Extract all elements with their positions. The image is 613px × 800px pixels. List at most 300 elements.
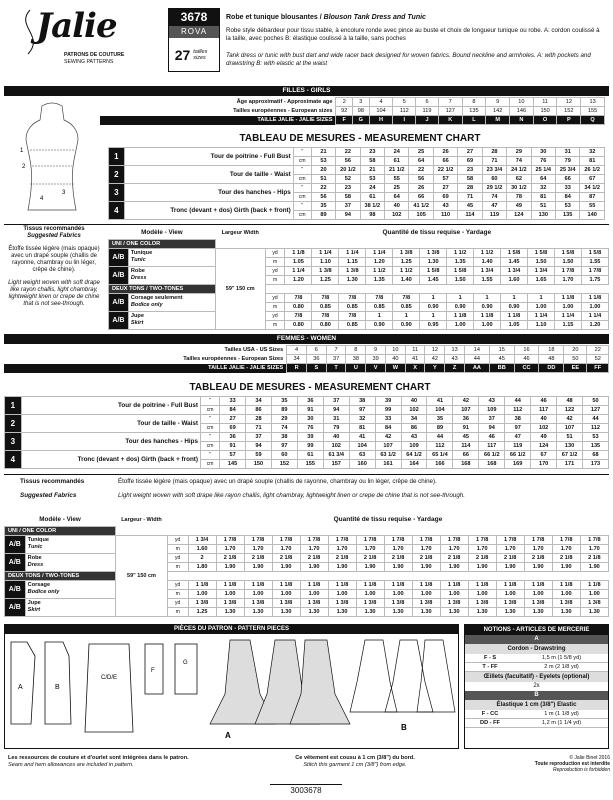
measurement-value: 56 (311, 193, 335, 202)
yardage-value: 1 3/8 (552, 598, 580, 607)
measurement-value: 67 (531, 451, 557, 460)
notion-size: F - S (483, 655, 497, 661)
measurement-value: 104 (427, 406, 453, 415)
yardage-value: 1.00 (188, 589, 216, 598)
women-fabric-desc-fr: Étoffe tissée légère (mais opaque) avec un drapé souple (challis de rayonne, chambray ou lin léger, crêpe de chine). (118, 478, 437, 485)
measurement-value: 44 (505, 397, 531, 406)
yardage-value: 1.70 (272, 544, 300, 553)
measurement-value: 150 (246, 460, 272, 469)
yardage-value: 1.70 (580, 544, 608, 553)
garment-label (25, 535, 115, 553)
measurement-value: 94 (336, 211, 360, 220)
measurement-number: 4 (109, 202, 125, 220)
measurement-value: 20 (311, 166, 335, 175)
size-cell: 6 (416, 98, 439, 107)
yardage-unit: yd (265, 311, 285, 320)
notion-value: 2 m (2 1/8 yd) (544, 664, 579, 670)
yardage-value: 1 7/8 (216, 535, 244, 544)
size-cell: P (557, 116, 581, 125)
measurement-value: 40 (385, 202, 409, 211)
measurement-value: 74 (507, 157, 531, 166)
yardage-value: 1.70 (412, 544, 440, 553)
size-cell: 3 (353, 98, 370, 107)
measurement-unit: " (201, 451, 220, 460)
size-cell: 52 (587, 355, 609, 364)
measurement-value: 66 1/2 (505, 451, 531, 460)
size-cell: I (393, 116, 416, 125)
measurement-value: 64 1/2 (401, 451, 427, 460)
girls-measurement-table (108, 147, 605, 220)
size-cell: CC (514, 364, 539, 373)
footer-left-en: Seam and hem allowances are included in pattern. (8, 762, 134, 768)
measurement-value: 173 (583, 460, 609, 469)
garment-en: Dress (130, 275, 147, 281)
yardage-value: 1 3/8 (328, 598, 356, 607)
yardage-value: 1 3/8 (272, 598, 300, 607)
garment-en: Bodice only (27, 589, 60, 595)
yardage-value: 1 1/8 (188, 580, 216, 589)
measurement-value: 69 (220, 424, 246, 433)
yardage-value: 2 (188, 553, 216, 562)
size-cell: 2 (336, 98, 353, 107)
notions-title: NOTIONS - ARTICLES DE MERCERIE (465, 625, 608, 635)
size-cell: 135 (462, 107, 486, 116)
measurement-unit: " (293, 148, 311, 157)
yardage-value: 7/8 (339, 311, 366, 320)
measurement-value: 107 (375, 442, 401, 451)
size-cell: 10 (385, 346, 405, 355)
size-cell: AA (464, 364, 489, 373)
measurement-value: 157 (323, 460, 349, 469)
yardage-value: 1.90 (412, 562, 440, 571)
yardage-value: 1.70 (440, 544, 468, 553)
measurement-value: 41 (349, 433, 375, 442)
yardage-value: 1.40 (393, 275, 420, 284)
measurement-value: 169 (505, 460, 531, 469)
measurement-value: 94 (479, 424, 505, 433)
size-cell: 119 (416, 107, 439, 116)
measurement-value: 67 1/2 (557, 451, 583, 460)
measurement-value: 124 (531, 442, 557, 451)
measurement-unit: cm (293, 157, 311, 166)
footer-left-fr: Les ressources de couture et d'ourlet sont intégrées dans le patron. (8, 755, 189, 761)
measurement-value: 71 (246, 424, 272, 433)
size-cell: 8 (346, 346, 366, 355)
measurement-value: 42 (453, 397, 479, 406)
measurement-value: 27 (220, 415, 246, 424)
yardage-value: 1 3/8 (580, 598, 608, 607)
pattern-pieces-panel (4, 624, 459, 749)
measurement-value: 43 (401, 433, 427, 442)
spacer (265, 284, 608, 293)
measurement-value: 166 (427, 460, 453, 469)
notion-size: T - FF (482, 664, 498, 670)
measurement-value: 55 (385, 175, 409, 184)
jalie-logo (6, 4, 166, 76)
footer-left (8, 755, 198, 769)
measurement-value: 69 (458, 157, 482, 166)
measurement-value: 49 (531, 433, 557, 442)
measurement-value: 122 (557, 406, 583, 415)
measurement-value: 102 (401, 406, 427, 415)
measurement-value: 22 1/2 (433, 166, 457, 175)
yardage-value: 1.00 (552, 589, 580, 598)
measurement-unit: " (201, 415, 220, 424)
measurement-value: 42 (557, 415, 583, 424)
yardage-value: 1 1/8 (555, 293, 582, 302)
size-cell: DD (539, 364, 564, 373)
yardage-value: 1.70 (524, 544, 552, 553)
measurement-value: 63 1/2 (375, 451, 401, 460)
yardage-value: 1.90 (440, 562, 468, 571)
yardage-value: 1 3/8 (524, 598, 552, 607)
measurement-row (109, 148, 605, 157)
measurement-label: Tour de taille - Waist (124, 166, 293, 184)
girls-chart-title: TABLEAU DE MESURES - MEASUREMENT CHART (239, 133, 481, 144)
measurement-label: Tour des hanches - Hips (21, 433, 200, 451)
measurement-value: 32 (531, 184, 555, 193)
size-cell: 20 (564, 346, 587, 355)
measurement-value: 89 (427, 424, 453, 433)
measurement-unit: cm (293, 193, 311, 202)
yardage-value: 1.90 (216, 562, 244, 571)
footer-mid-fr: Ce vêtement est cousu à 1 cm (3/8") du bord. (295, 755, 415, 761)
yardage-value: 7/8 (285, 293, 312, 302)
measurement-value: 76 (531, 157, 555, 166)
measurement-number: 2 (5, 415, 22, 433)
yardage-unit: yd (265, 248, 285, 257)
yardage-value: 0.90 (474, 302, 501, 311)
measurement-unit: " (201, 397, 220, 406)
measurement-value: 84 (220, 406, 246, 415)
size-cell: 41 (405, 355, 425, 364)
measurement-value: 47 (505, 433, 531, 442)
yardage-value: 1 3/4 (528, 266, 555, 275)
measurement-value: 27 (458, 148, 482, 157)
yardage-value: 2 1/8 (412, 553, 440, 562)
size-row-label: Tailles européennes - European Sizes (183, 356, 284, 362)
measurement-value: 102 (323, 442, 349, 451)
yardage-unit: yd (167, 598, 188, 607)
measurement-value: 35 (271, 397, 297, 406)
measurement-value: 135 (583, 442, 609, 451)
yardage-value: 1.40 (474, 257, 501, 266)
yardage-value: 1.00 (300, 589, 328, 598)
yardage-value: 1.30 (216, 607, 244, 616)
size-row (100, 107, 605, 116)
notions-eyelets-qty: 2x (533, 683, 540, 689)
measurement-value: 58 (336, 193, 360, 202)
yardage-value: 1 1/4 (312, 248, 339, 257)
size-row-label: TAILLE JALIE - JALIE SIZES (4, 364, 287, 373)
measurement-value: 21 (360, 166, 384, 175)
yardage-value: 1 5/8 (420, 266, 447, 275)
women-fabric-fr: Tissus recommandés (20, 478, 85, 485)
measurement-value: 39 (297, 433, 323, 442)
measurement-value: 45 (453, 433, 479, 442)
measurement-value: 130 (557, 442, 583, 451)
yardage-unit: m (167, 607, 188, 616)
yardage-value: 1.90 (272, 562, 300, 571)
size-cell: 5 (393, 98, 416, 107)
measurement-value: 86 (401, 424, 427, 433)
measurement-value: 145 (220, 460, 246, 469)
yardage-row (5, 553, 609, 562)
measurement-value: 25 1/4 (531, 166, 555, 175)
yardage-value: 1.00 (474, 320, 501, 329)
size-cell: 13 (445, 346, 465, 355)
footer-repro-en: Reproduction is forbidden (553, 767, 610, 773)
yardage-value: 1 3/8 (339, 266, 366, 275)
yardage-value: 1.00 (272, 589, 300, 598)
measurement-value: 40 (531, 415, 557, 424)
yardage-value: 1 1/2 (393, 266, 420, 275)
yardage-header: Quantité de tissu requise - Yardage (382, 229, 492, 236)
measurement-number: 1 (109, 148, 125, 166)
measurement-value: 79 (323, 424, 349, 433)
measurement-value: 66 (555, 175, 579, 184)
yardage-value: 1.70 (300, 544, 328, 553)
yardage-value: 7/8 (312, 293, 339, 302)
measurement-value: 114 (458, 211, 482, 220)
yardage-value: 1.00 (524, 589, 552, 598)
size-cell: T (326, 364, 346, 373)
measurement-value: 94 (323, 406, 349, 415)
yardage-value: 1.90 (300, 562, 328, 571)
size-row-label: Âge approximatif - Approximate age (236, 99, 333, 105)
size-row (4, 355, 609, 364)
yardage-value: 1 7/8 (552, 535, 580, 544)
yardage-value: 1.70 (216, 544, 244, 553)
measurement-value: 74 (271, 424, 297, 433)
notions-eyelets: Œillets (facultatif) - Eyelets (optional) (465, 672, 608, 682)
yardage-value: 1 3/8 (384, 598, 412, 607)
yardage-value: 1 1/8 (474, 311, 501, 320)
yardage-value: 1 3/4 (501, 266, 528, 275)
yardage-value: 1.35 (366, 275, 393, 284)
measurement-value: 61 3/4 (323, 451, 349, 460)
footer-repro-fr: Toute reproduction est interdite (534, 761, 610, 767)
yardage-value: 2 1/8 (552, 553, 580, 562)
women-fabric-labels (20, 478, 84, 500)
measurement-value: 49 (507, 202, 531, 211)
notions-panel (464, 624, 609, 749)
measurement-unit: cm (201, 442, 220, 451)
view-b-label: B (401, 723, 407, 732)
garment-fr: Tunique (130, 250, 153, 256)
yardage-value: 1 (501, 293, 528, 302)
size-cell: 44 (464, 355, 489, 364)
measurement-value: 22 (409, 166, 433, 175)
yardage-value: 1 1/8 (244, 580, 272, 589)
yardage-value: 0.85 (366, 302, 393, 311)
yardage-value: 1.45 (420, 275, 447, 284)
yardage-value: 1.80 (188, 562, 216, 571)
notion-row (465, 654, 608, 663)
yardage-value: 1.00 (496, 589, 524, 598)
measurement-value: 55 (580, 202, 605, 211)
size-cell: 6 (306, 346, 326, 355)
yardage-value: 1.90 (580, 562, 608, 571)
size-cell: 127 (438, 107, 462, 116)
yardage-value: 0.85 (339, 302, 366, 311)
measurement-value: 33 (220, 397, 246, 406)
yardage-value: 1.30 (524, 607, 552, 616)
measurement-value: 119 (482, 211, 506, 220)
measurement-value: 37 (246, 433, 272, 442)
yardage-value: 0.90 (501, 302, 528, 311)
measurement-value: 53 (583, 433, 609, 442)
size-cell: O (533, 116, 557, 125)
garment-en: Dress (27, 562, 44, 568)
yardage-value: 1.30 (496, 607, 524, 616)
yardage-value: 2 1/8 (216, 553, 244, 562)
measurement-label: Tronc (devant + dos) Girth (back + front) (124, 202, 293, 220)
size-cell: 9 (486, 98, 510, 107)
measurement-value: 168 (453, 460, 479, 469)
size-cell: 10 (510, 98, 534, 107)
measurement-value: 38 (271, 433, 297, 442)
measurement-row (5, 397, 609, 406)
size-cell: H (369, 116, 393, 125)
measurement-value: 124 (507, 211, 531, 220)
measurement-value: 97 (505, 424, 531, 433)
yardage-value: 1.15 (555, 320, 582, 329)
size-cell: 12 (557, 98, 581, 107)
yardage-value: 1 3/8 (468, 598, 496, 607)
measurement-row (5, 415, 609, 424)
notion-size: F - CC (481, 711, 499, 717)
garment-en: Skirt (27, 607, 41, 613)
yardage-value: 1.00 (440, 589, 468, 598)
yardage-value: 1 7/8 (581, 266, 608, 275)
measurement-number: 2 (109, 166, 125, 184)
yardage-value: 1.45 (501, 257, 528, 266)
yardage-value: 1 1/8 (468, 580, 496, 589)
measurement-value: 51 (531, 202, 555, 211)
yardage-value: 1 3/8 (300, 598, 328, 607)
yardage-value: 1.90 (496, 562, 524, 571)
size-cell: 40 (385, 355, 405, 364)
measurement-value: 114 (453, 442, 479, 451)
pattern-code: 3003678 (270, 784, 342, 795)
yardage-value: 1.25 (188, 607, 216, 616)
size-cell: 22 (587, 346, 609, 355)
pattern-name: ROVA (169, 26, 219, 38)
yardage-value: 1 3/8 (420, 248, 447, 257)
yardage-value: 1.00 (356, 589, 384, 598)
yardage-value: 1.55 (474, 275, 501, 284)
garment-fr: Jupe (130, 313, 144, 319)
yardage-value: 1 7/8 (328, 535, 356, 544)
measurement-value: 61 (297, 451, 323, 460)
size-cell: 36 (306, 355, 326, 364)
yardage-row (5, 580, 609, 589)
yardage-value: 1.00 (384, 589, 412, 598)
notion-value: 1,5 m (1 5/8 yd) (541, 655, 582, 661)
size-cell: 11 (533, 98, 557, 107)
body-measure-figure (12, 100, 92, 218)
title-fr: Robe et tunique blousantes / (226, 14, 322, 21)
group-bar: UNI / ONE COLOR (5, 526, 116, 535)
measurement-value: 23 (360, 148, 384, 157)
yardage-value: 0.90 (366, 320, 393, 329)
measurement-value: 29 (507, 148, 531, 157)
yardage-value: 1.25 (312, 275, 339, 284)
measurement-row (5, 451, 609, 460)
yardage-value: 1 (474, 293, 501, 302)
size-cell: 4 (287, 346, 307, 355)
measurement-value: 38 (505, 415, 531, 424)
measurement-value: 23 (336, 184, 360, 193)
size-cell: 34 (287, 355, 307, 364)
piece-cde-label: C/D/E (101, 675, 118, 681)
yardage-unit: m (265, 257, 285, 266)
garment-label (25, 580, 115, 598)
measurement-value: 112 (427, 442, 453, 451)
yardage-value: 1.00 (528, 302, 555, 311)
size-cell: 45 (489, 355, 514, 364)
yardage-value: 1.00 (555, 302, 582, 311)
yardage-value: 0.85 (339, 320, 366, 329)
garment-en: Skirt (130, 320, 144, 326)
size-cell: J (416, 116, 439, 125)
yardage-value: 0.85 (312, 302, 339, 311)
yardage-unit: m (167, 562, 188, 571)
yardage-value: 1.60 (188, 544, 216, 553)
measurement-value: 58 (458, 175, 482, 184)
measurement-value: 94 (246, 442, 272, 451)
measurement-value: 89 (271, 406, 297, 415)
yardage-value: 1 (420, 311, 447, 320)
measurement-unit: " (293, 202, 311, 211)
yardage-value: 1 5/8 (501, 248, 528, 257)
yardage-unit: yd (265, 266, 285, 275)
garment-label (25, 598, 115, 616)
measurement-value: 53 (311, 157, 335, 166)
size-row-label: TAILLE JALIE - JALIE SIZES (100, 116, 336, 125)
yardage-value: 1.90 (524, 562, 552, 571)
measurement-value: 26 1/2 (580, 166, 605, 175)
yardage-value: 7/8 (339, 293, 366, 302)
measurement-value: 58 (360, 157, 384, 166)
measurement-value: 91 (453, 424, 479, 433)
size-cell: 152 (557, 107, 581, 116)
yardage-unit: m (265, 320, 285, 329)
measurement-value: 66 (409, 193, 433, 202)
size-cell: 98 (353, 107, 370, 116)
measurement-value: 71 (482, 157, 506, 166)
yardage-value: 1.55 (581, 257, 608, 266)
yardage-value: 2 1/8 (272, 553, 300, 562)
measurement-value: 37 (479, 415, 505, 424)
measurement-value: 61 (360, 193, 384, 202)
view-label: A/B (5, 553, 26, 571)
measurement-value: 84 (555, 193, 579, 202)
measurement-value: 22 (311, 184, 335, 193)
girls-fabric-desc-fr: Étoffe tissée légère (mais opaque) avec un drapé souple (challis de rayonne, chambray ou lin léger, crêpe de chine). (8, 246, 100, 273)
size-row-label: Tailles européennes - European sizes (233, 108, 333, 114)
yardage-unit: yd (167, 580, 188, 589)
fabric-width: 59" 150 cm (116, 535, 168, 616)
yardage-value: 1 7/8 (300, 535, 328, 544)
size-cell: 13 (581, 98, 605, 107)
measurement-value: 24 (385, 148, 409, 157)
yardage-value: 1.25 (393, 257, 420, 266)
view-label: A/B (5, 598, 26, 616)
yardage-value: 1.10 (312, 257, 339, 266)
pattern-title (226, 14, 426, 21)
